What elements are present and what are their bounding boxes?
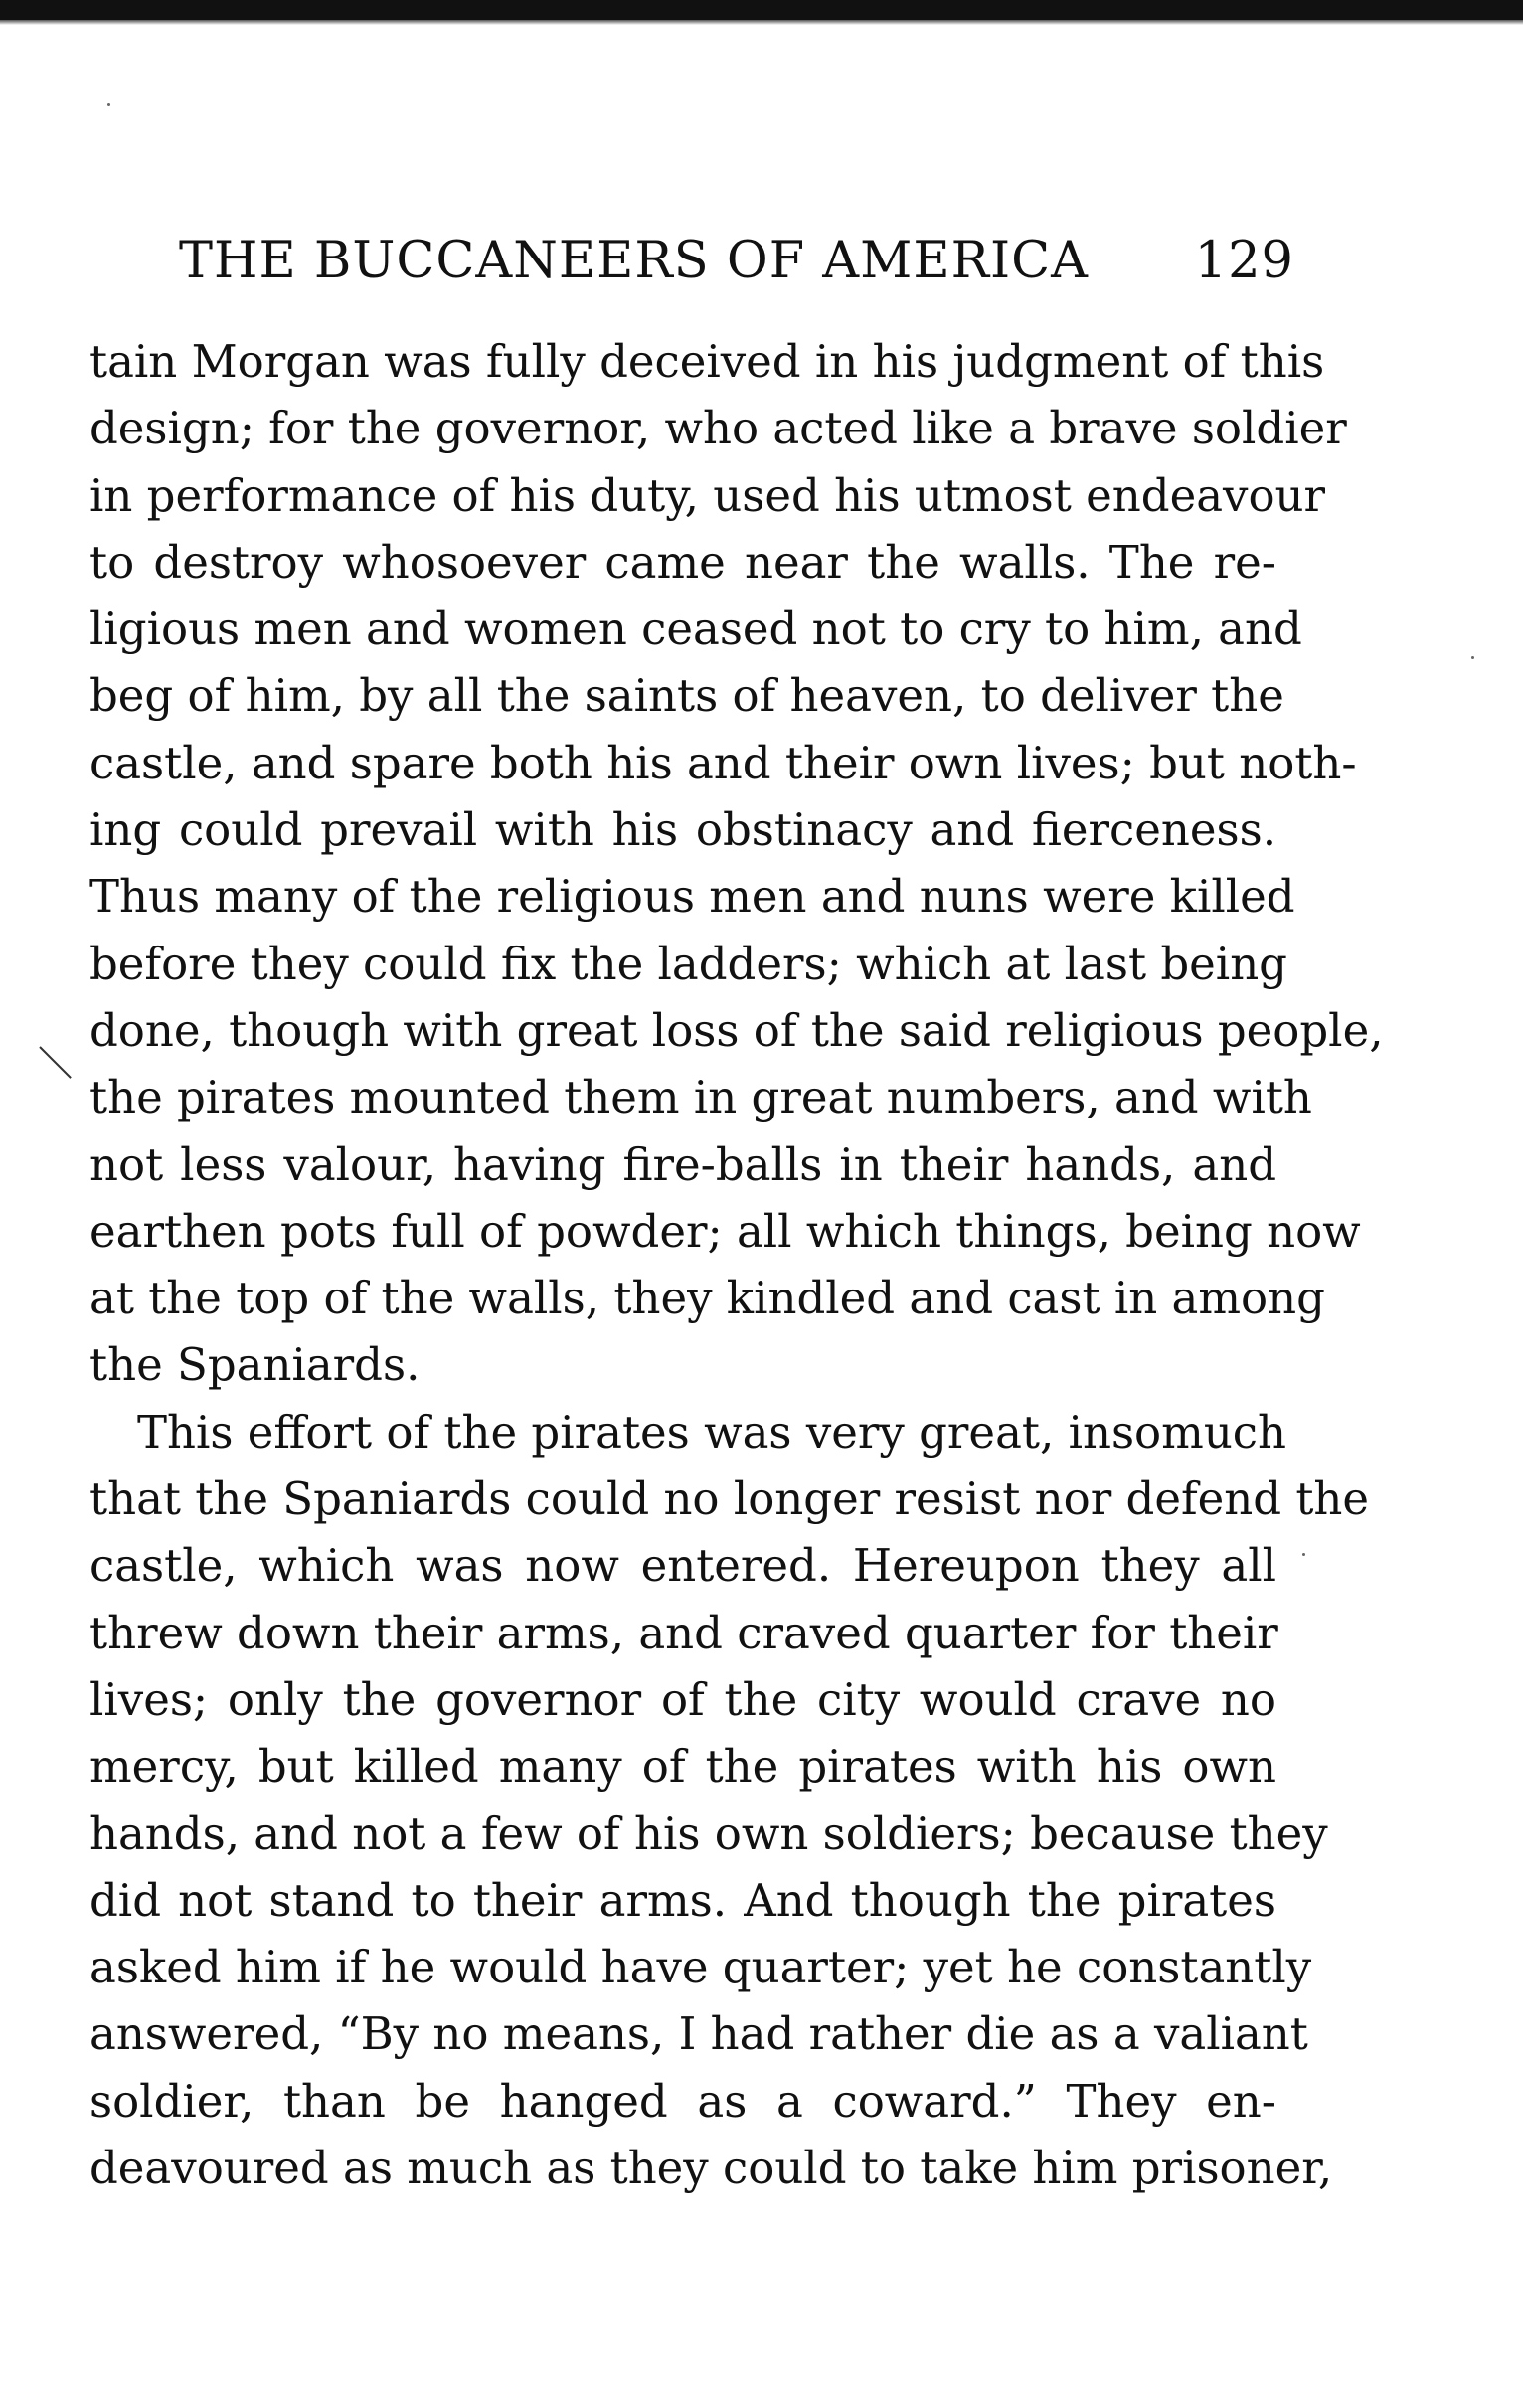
body-text	[89, 328, 1384, 2201]
text-line: ing could prevail with his obstinacy and fierceness.	[89, 803, 1276, 857]
text-line: not less valour, having fire-balls in their hands, and	[89, 1137, 1276, 1191]
paper-speck	[107, 103, 110, 106]
text-line: lives; only the governor of the city would crave no	[89, 1672, 1276, 1726]
text-line: asked him if he would have quarter; yet he constantly	[89, 1941, 1312, 1994]
text-line: tain Morgan was fully deceived in his judgment of this	[89, 335, 1325, 388]
text-line: castle, which was now entered. Hereupon they all	[89, 1539, 1276, 1593]
paragraph-2	[89, 1399, 1370, 2202]
top-edge-shadow	[0, 20, 1523, 25]
text-line: at the top of the walls, they kindled and cast in among	[89, 1272, 1325, 1325]
text-line: threw down their arms, and craved quarter for their	[89, 1606, 1278, 1659]
text-line: the pirates mounted them in great numbers, and with	[89, 1071, 1312, 1124]
text-line: beg of him, by all the saints of heaven, to deliver the	[89, 669, 1284, 723]
text-line: hands, and not a few of his own soldiers; because they	[89, 1806, 1328, 1860]
text-line: soldier, than be hanged as a coward.” They en-	[89, 2074, 1276, 2128]
text-line: to destroy whosoever came near the walls. The re-	[89, 535, 1276, 589]
page-number: 129	[1194, 232, 1294, 290]
text-line: Thus many of the religious men and nuns were killed	[89, 870, 1295, 924]
paper-speck	[1471, 656, 1474, 659]
text-line: earthen pots full of powder; all which things, being now	[89, 1204, 1361, 1258]
text-line: design; for the governor, who acted like a brave soldier	[89, 402, 1347, 455]
text-line: answered, “By no means, I had rather die as a valiant	[89, 2007, 1308, 2061]
text-line: castle, and spare both his and their own lives; but noth-	[89, 736, 1357, 789]
paragraph-1	[89, 328, 1384, 1399]
text-line: mercy, but killed many of the pirates with his own	[89, 1740, 1276, 1794]
text-line: did not stand to their arms. And though the pirates	[89, 1873, 1276, 1927]
text-line: done, though with great loss of the said religious people,	[89, 1003, 1384, 1057]
running-head-title: THE BUCCANEERS OF AMERICA	[179, 232, 1089, 290]
text-line: the Spaniards.	[89, 1338, 421, 1392]
text-line: This effort of the pirates was very great, insomuch	[137, 1405, 1286, 1459]
top-edge-rule	[0, 0, 1523, 20]
margin-pencil-mark	[39, 1046, 72, 1079]
running-head	[179, 227, 1294, 296]
paper-speck	[1302, 1553, 1305, 1556]
text-line: ligious men and women ceased not to cry to him, and	[89, 602, 1302, 656]
text-line: that the Spaniards could no longer resist nor defend the	[89, 1472, 1370, 1526]
text-line: in performance of his duty, used his utmost endeavour	[89, 468, 1326, 522]
text-line: deavoured as much as they could to take him prisoner,	[89, 2142, 1333, 2195]
text-line: before they could fix the ladders; which at last being	[89, 937, 1287, 990]
